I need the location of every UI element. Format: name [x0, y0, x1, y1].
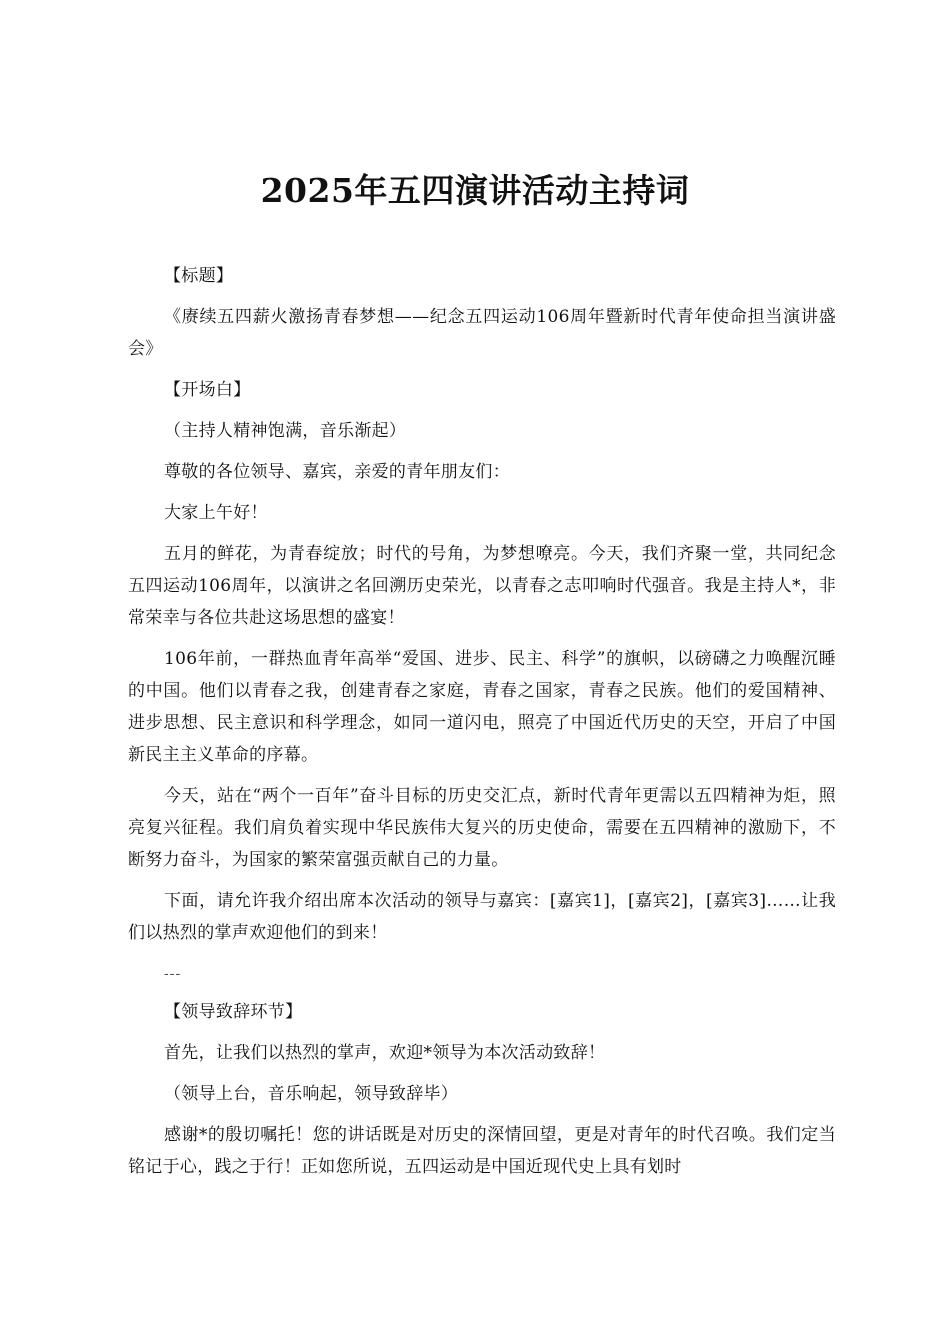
- body-paragraph: 今天，站在“两个一百年”奋斗目标的历史交汇点，新时代青年更需以五四精神为炬，照亮复兴征程。我们肩负着实现中华民族伟大复兴的历史使命，需要在五四精神的激励下，不断努力奋斗，为国家的繁荣富强贡献自己的力量。: [128, 786, 836, 870]
- greeting-paragraph: 大家上午好！: [164, 503, 268, 523]
- stage-direction: （主持人精神饱满，音乐渐起）: [164, 421, 407, 441]
- body-paragraph: 106年前，一群热血青年高举“爱国、进步、民主、科学”的旗帜，以磅礴之力唤醒沉睡的中国。他们以青春之我，创建青春之家庭，青春之国家，青春之民族。他们的爱国精神、进步思想、民主意识和科学理念，如同一道闪电，照亮了中国近代历史的天空，开启了中国新民主主义革命的序幕。: [128, 649, 836, 765]
- document-body: [128, 260, 836, 1192]
- event-title-paragraph: 《赓续五四薪火激扬青春梦想——纪念五四运动106周年暨新时代青年使命担当演讲盛会》: [128, 307, 836, 359]
- heading-opening: 【开场白】: [164, 380, 251, 400]
- heading-leader-speech: 【领导致辞环节】: [164, 1002, 303, 1022]
- heading-title-label: 【标题】: [164, 266, 234, 286]
- section-separator: ---: [164, 966, 182, 982]
- greeting-paragraph: 尊敬的各位领导、嘉宾，亲爱的青年朋友们：: [164, 462, 510, 482]
- document-title: 2025年五四演讲活动主持词: [260, 171, 690, 210]
- body-paragraph: 下面，请允许我介绍出席本次活动的领导与嘉宾：[嘉宾1]，[嘉宾2]，[嘉宾3]……让我们以热烈的掌声欢迎他们的到来！: [128, 891, 836, 943]
- body-paragraph: 感谢*的殷切嘱托！您的讲话既是对历史的深情回望，更是对青年的时代召唤。我们定当铭记于心，践之于行！正如您所说，五四运动是中国近现代史上具有划时: [128, 1125, 836, 1177]
- body-paragraph: 五月的鲜花，为青春绽放；时代的号角，为梦想嘹亮。今天，我们齐聚一堂，共同纪念五四运动106周年，以演讲之名回溯历史荣光，以青春之志叩响时代强音。我是主持人*，非常荣幸与各位共赴这场思想的盛宴！: [128, 544, 836, 628]
- body-paragraph: 首先，让我们以热烈的掌声，欢迎*领导为本次活动致辞！: [164, 1043, 606, 1063]
- stage-direction: （领导上台，音乐响起，领导致辞毕）: [164, 1084, 459, 1104]
